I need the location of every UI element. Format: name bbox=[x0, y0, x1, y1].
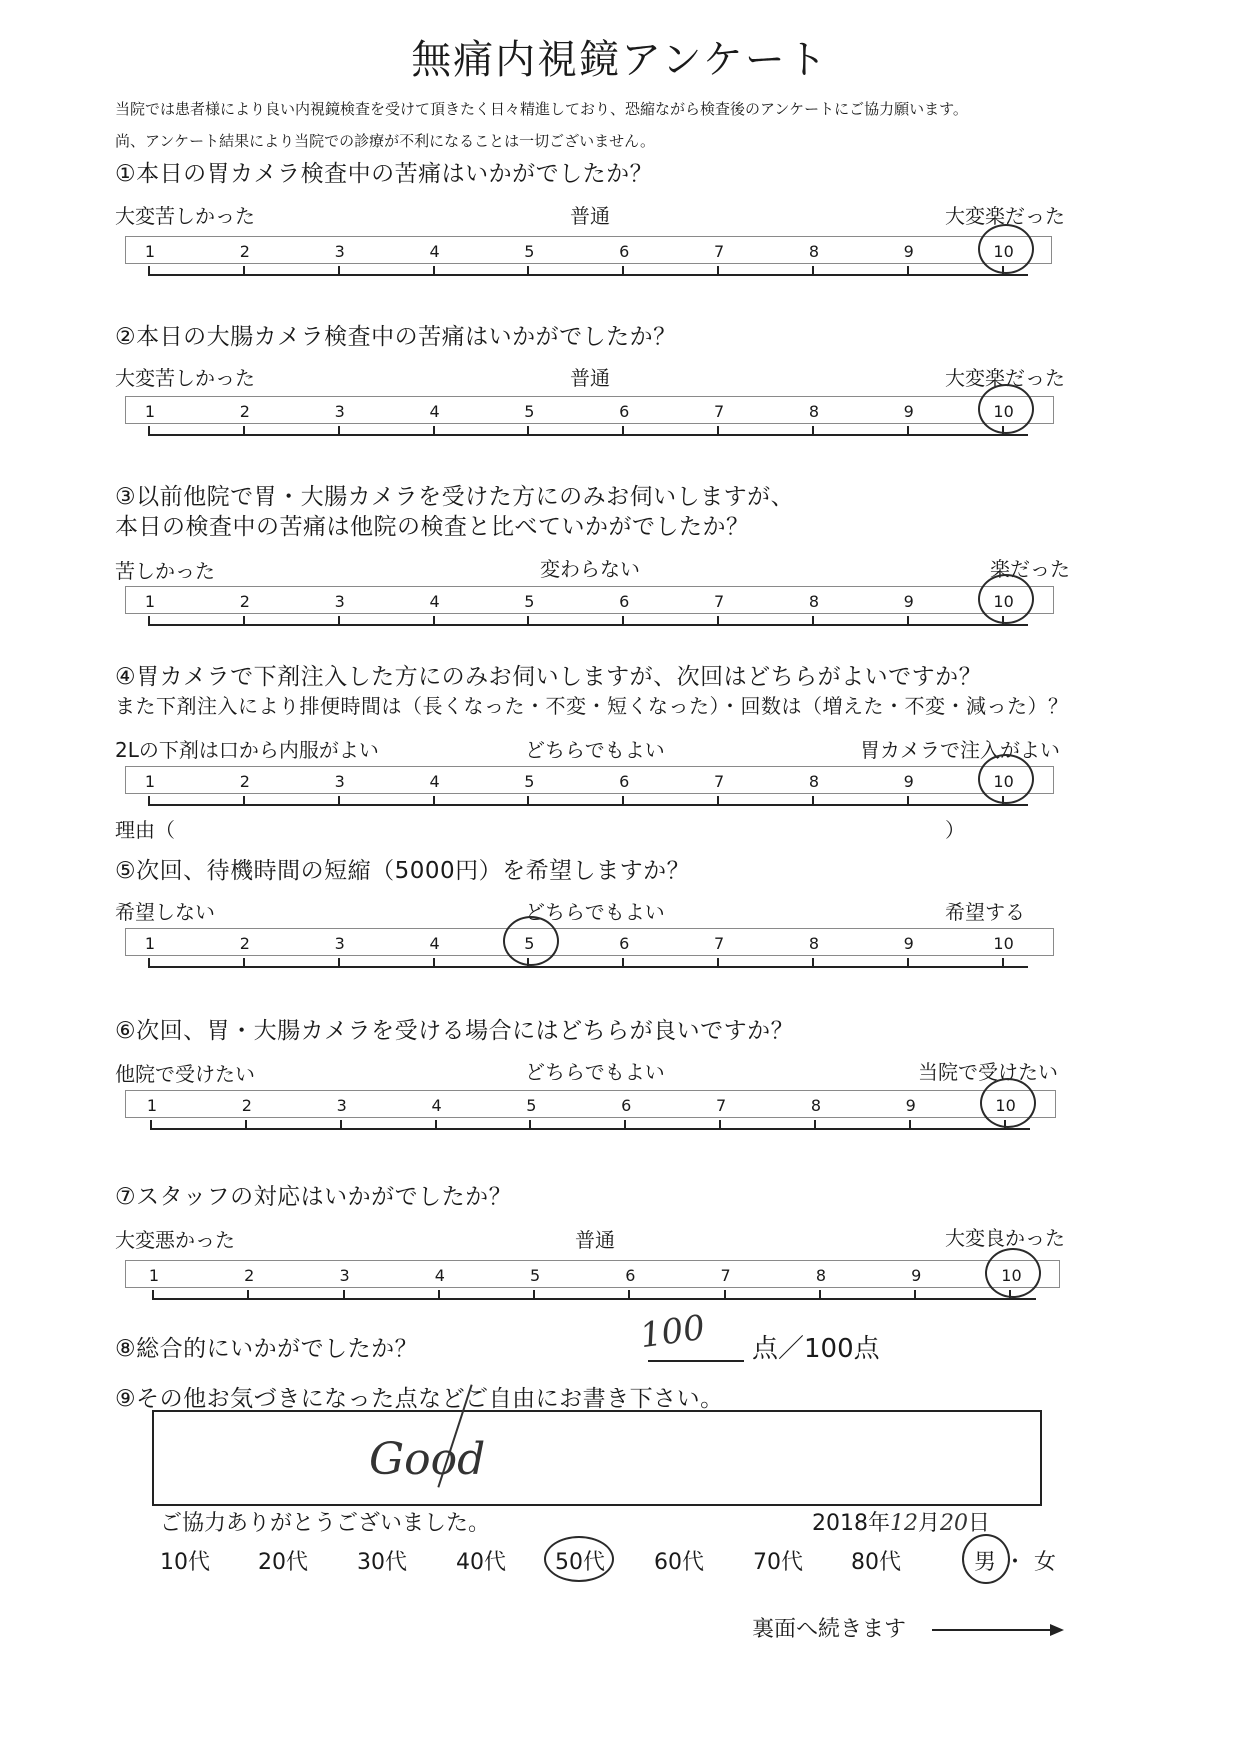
q7-tick bbox=[533, 1290, 535, 1300]
date-month-label: 月 bbox=[918, 1511, 941, 1536]
q1-middle-label: 普通 bbox=[570, 204, 610, 228]
q2-scale-number[interactable]: 5 bbox=[524, 402, 535, 421]
q2-tick bbox=[622, 426, 624, 436]
q7-tick bbox=[438, 1290, 440, 1300]
q5-tick bbox=[622, 958, 624, 968]
question-6: ⑥次回、胃・大腸カメラを受ける場合にはどちらが良いですか？ bbox=[115, 1018, 795, 1044]
q6-tick bbox=[245, 1120, 247, 1130]
q2-scale-axis bbox=[148, 434, 1028, 436]
q4-tick bbox=[338, 796, 340, 806]
gender-male[interactable]: 男 bbox=[974, 1550, 997, 1575]
q2-scale-number[interactable]: 1 bbox=[144, 402, 156, 421]
q6-scale-number[interactable]: 2 bbox=[241, 1096, 252, 1115]
q1-tick bbox=[622, 266, 624, 276]
age-option-20s[interactable]: 20代 bbox=[258, 1550, 308, 1575]
q7-scale-number[interactable]: 7 bbox=[720, 1266, 731, 1285]
q3-tick bbox=[622, 616, 624, 626]
q3-tick bbox=[812, 616, 814, 626]
question-5: ⑤次回、待機時間の短縮（5000円）を希望しますか？ bbox=[115, 858, 691, 884]
q3-tick bbox=[338, 616, 340, 626]
q5-tick bbox=[812, 958, 814, 968]
q3-scale-box bbox=[125, 586, 1054, 614]
question-7: ⑦スタッフの対応はいかがでしたか？ bbox=[115, 1184, 513, 1210]
q1-tick bbox=[717, 266, 719, 276]
score-handwritten: 100 bbox=[637, 1307, 708, 1357]
q4-scale-number[interactable]: 2 bbox=[239, 772, 250, 791]
q6-tick bbox=[624, 1120, 626, 1130]
q2-tick bbox=[527, 426, 529, 436]
thanks-text: ご協力ありがとうございました。 bbox=[160, 1511, 491, 1536]
q7-scale-number[interactable]: 6 bbox=[625, 1266, 636, 1285]
q5-scale-number[interactable]: 5 bbox=[524, 934, 535, 953]
q4-scale-number[interactable]: 1 bbox=[144, 772, 156, 791]
q1-scale-number[interactable]: 1 bbox=[144, 242, 156, 261]
question-4-line-2: また下剤注入により排便時間は（長くなった・不変・短くなった）・回数は（増えた・不変・減った）？ bbox=[115, 694, 1069, 718]
gender-selection-circle bbox=[962, 1534, 1010, 1584]
q4-scale-number[interactable]: 7 bbox=[713, 772, 725, 791]
q2-tick bbox=[907, 426, 909, 436]
q7-tick bbox=[914, 1290, 916, 1300]
q4-tick bbox=[433, 796, 435, 806]
q1-answer-circle bbox=[978, 224, 1034, 274]
q6-scale-box bbox=[125, 1090, 1056, 1118]
q3-tick bbox=[148, 616, 150, 626]
q3-scale-number[interactable]: 1 bbox=[144, 592, 156, 611]
q1-scale-axis bbox=[148, 274, 1028, 276]
q5-scale-number[interactable]: 9 bbox=[903, 934, 914, 953]
gender-female[interactable]: 女 bbox=[1034, 1550, 1057, 1575]
q3-scale-number[interactable]: 2 bbox=[239, 592, 250, 611]
q2-tick bbox=[717, 426, 719, 436]
date-month: 12 bbox=[890, 1511, 919, 1536]
q1-tick bbox=[812, 266, 814, 276]
date-year-label: 年 bbox=[868, 1511, 891, 1536]
age-option-40s[interactable]: 40代 bbox=[456, 1550, 506, 1575]
q5-tick bbox=[433, 958, 435, 968]
q4-scale-number[interactable]: 3 bbox=[334, 772, 345, 791]
score-suffix: 点／100点 bbox=[752, 1334, 880, 1364]
q4-scale-axis bbox=[148, 804, 1028, 806]
q1-scale-number[interactable]: 4 bbox=[429, 242, 440, 261]
q3-answer-circle bbox=[978, 574, 1034, 624]
q7-tick bbox=[628, 1290, 630, 1300]
q4-scale-number[interactable]: 10 bbox=[993, 772, 1014, 791]
date-line bbox=[812, 1506, 990, 1537]
q7-scale-number[interactable]: 1 bbox=[148, 1266, 160, 1285]
q2-scale-number[interactable]: 9 bbox=[903, 402, 914, 421]
q3-middle-label: 変わらない bbox=[540, 557, 640, 581]
q4-tick bbox=[148, 796, 150, 806]
q5-scale-number[interactable]: 3 bbox=[334, 934, 345, 953]
q2-scale-number[interactable]: 2 bbox=[239, 402, 250, 421]
q5-scale-axis bbox=[148, 966, 1028, 968]
q5-scale-number[interactable]: 7 bbox=[713, 934, 725, 953]
age-option-50s[interactable]: 50代 bbox=[555, 1550, 605, 1575]
q7-right-label: 大変良かった bbox=[945, 1226, 1065, 1250]
q4-scale-number[interactable]: 4 bbox=[429, 772, 440, 791]
question-8: ⑧総合的にいかがでしたか？ bbox=[115, 1336, 419, 1362]
q6-scale-number[interactable]: 3 bbox=[336, 1096, 347, 1115]
q6-right-label: 当院で受けたい bbox=[918, 1060, 1058, 1084]
q4-reason-label: 理由（ bbox=[115, 818, 175, 842]
q6-middle-label: どちらでもよい bbox=[525, 1060, 665, 1084]
q3-scale-number[interactable]: 5 bbox=[524, 592, 535, 611]
q7-scale-number[interactable]: 4 bbox=[434, 1266, 445, 1285]
q6-tick bbox=[909, 1120, 911, 1130]
q7-tick bbox=[152, 1290, 154, 1300]
question-1: ①本日の胃カメラ検査中の苦痛はいかがでしたか？ bbox=[115, 161, 654, 187]
q6-scale-number[interactable]: 5 bbox=[526, 1096, 537, 1115]
q4-tick bbox=[527, 796, 529, 806]
question-3: ③以前他院で胃・大腸カメラを受けた方にのみお伺いしますが、 bbox=[115, 484, 795, 510]
q2-scale-number[interactable]: 4 bbox=[429, 402, 440, 421]
q5-scale-number[interactable]: 4 bbox=[429, 934, 440, 953]
gender-separator: ・ bbox=[1004, 1550, 1027, 1575]
q4-scale-number[interactable]: 9 bbox=[903, 772, 914, 791]
footer-arrow-line bbox=[932, 1629, 1052, 1631]
age-option-60s[interactable]: 60代 bbox=[654, 1550, 704, 1575]
q1-scale-number[interactable]: 10 bbox=[993, 242, 1014, 261]
q5-scale-number[interactable]: 10 bbox=[993, 934, 1014, 953]
q2-answer-circle bbox=[978, 384, 1034, 434]
q6-scale-number[interactable]: 4 bbox=[431, 1096, 442, 1115]
q7-scale-number[interactable]: 5 bbox=[530, 1266, 541, 1285]
q1-right-label: 大変楽だった bbox=[945, 204, 1065, 228]
q2-scale-number[interactable]: 10 bbox=[993, 402, 1014, 421]
arrow-right-icon bbox=[1050, 1624, 1064, 1636]
q4-right-label: 胃カメラで注入がよい bbox=[860, 738, 1060, 762]
q1-tick bbox=[243, 266, 245, 276]
q4-answer-circle bbox=[978, 754, 1034, 804]
age-option-70s[interactable]: 70代 bbox=[753, 1550, 803, 1575]
q3-scale-number[interactable]: 7 bbox=[713, 592, 725, 611]
q7-answer-circle bbox=[985, 1248, 1041, 1298]
q3-scale-number[interactable]: 3 bbox=[334, 592, 345, 611]
q6-scale-axis bbox=[150, 1128, 1030, 1130]
comment-box[interactable] bbox=[152, 1410, 1042, 1506]
q7-tick bbox=[343, 1290, 345, 1300]
q2-scale-number[interactable]: 6 bbox=[619, 402, 630, 421]
q6-scale-number[interactable]: 7 bbox=[715, 1096, 727, 1115]
q3-scale-number[interactable]: 10 bbox=[993, 592, 1014, 611]
date-day: 20 bbox=[940, 1511, 969, 1536]
q2-tick bbox=[338, 426, 340, 436]
q3-left-label: 苦しかった bbox=[115, 559, 215, 583]
q4-scale-number[interactable]: 5 bbox=[524, 772, 535, 791]
q6-tick bbox=[719, 1120, 721, 1130]
q6-tick bbox=[435, 1120, 437, 1130]
q6-tick bbox=[340, 1120, 342, 1130]
q7-scale-number[interactable]: 10 bbox=[1001, 1266, 1022, 1285]
q3-right-label: 楽だった bbox=[990, 557, 1070, 581]
q6-scale-number[interactable]: 10 bbox=[995, 1096, 1016, 1115]
q1-scale-number[interactable]: 9 bbox=[903, 242, 914, 261]
q5-scale-number[interactable]: 6 bbox=[619, 934, 630, 953]
q1-tick bbox=[907, 266, 909, 276]
q1-scale-number[interactable]: 7 bbox=[713, 242, 725, 261]
q2-scale-box bbox=[125, 396, 1054, 424]
q6-answer-circle bbox=[980, 1078, 1036, 1128]
q7-scale-number[interactable]: 9 bbox=[911, 1266, 922, 1285]
q2-scale-number[interactable]: 8 bbox=[808, 402, 819, 421]
age-option-30s[interactable]: 30代 bbox=[357, 1550, 407, 1575]
q3-tick bbox=[527, 616, 529, 626]
q3-tick bbox=[243, 616, 245, 626]
q2-tick bbox=[433, 426, 435, 436]
q5-scale-number[interactable]: 1 bbox=[144, 934, 156, 953]
age-selection-circle bbox=[544, 1536, 614, 1582]
q2-tick bbox=[812, 426, 814, 436]
footer-continue-text: 裏面へ続きます bbox=[752, 1617, 907, 1642]
q5-scale-number[interactable]: 8 bbox=[808, 934, 819, 953]
q4-scale-number[interactable]: 8 bbox=[808, 772, 819, 791]
age-option-80s[interactable]: 80代 bbox=[851, 1550, 901, 1575]
q5-right-label: 希望する bbox=[945, 900, 1025, 924]
age-option-10s[interactable]: 10代 bbox=[160, 1550, 210, 1575]
q4-reason-close: ） bbox=[945, 818, 965, 842]
q4-left-label: 2Lの下剤は口から内服がよい bbox=[115, 738, 379, 762]
q2-scale-number[interactable]: 3 bbox=[334, 402, 345, 421]
q6-scale-number[interactable]: 8 bbox=[810, 1096, 821, 1115]
q5-tick bbox=[338, 958, 340, 968]
q7-tick bbox=[819, 1290, 821, 1300]
q1-scale-number[interactable]: 2 bbox=[239, 242, 250, 261]
q1-scale-number[interactable]: 8 bbox=[808, 242, 819, 261]
q4-scale-box bbox=[125, 766, 1054, 794]
q6-scale-number[interactable]: 1 bbox=[146, 1096, 158, 1115]
q5-answer-circle bbox=[503, 916, 559, 966]
q2-left-label: 大変苦しかった bbox=[115, 366, 255, 390]
q6-tick bbox=[529, 1120, 531, 1130]
q7-scale-number[interactable]: 2 bbox=[244, 1266, 255, 1285]
q2-tick bbox=[148, 426, 150, 436]
question-4: ④胃カメラで下剤注入した方にのみお伺いしますが、次回はどちらがよいですか？ bbox=[115, 664, 983, 690]
q7-tick bbox=[724, 1290, 726, 1300]
q6-left-label: 他院で受けたい bbox=[115, 1062, 255, 1086]
date-year: 2018 bbox=[812, 1511, 868, 1536]
q5-tick bbox=[148, 958, 150, 968]
question-2: ②本日の大腸カメラ検査中の苦痛はいかがでしたか？ bbox=[115, 324, 677, 350]
q4-tick bbox=[243, 796, 245, 806]
q4-middle-label: どちらでもよい bbox=[525, 738, 665, 762]
q6-scale-number[interactable]: 9 bbox=[905, 1096, 916, 1115]
date-day-label: 日 bbox=[968, 1511, 991, 1536]
q4-tick bbox=[812, 796, 814, 806]
q7-middle-label: 普通 bbox=[575, 1228, 615, 1252]
score-underline bbox=[648, 1360, 744, 1362]
q3-scale-number[interactable]: 8 bbox=[808, 592, 819, 611]
q5-scale-number[interactable]: 2 bbox=[239, 934, 250, 953]
q5-tick bbox=[243, 958, 245, 968]
q7-scale-number[interactable]: 8 bbox=[815, 1266, 827, 1285]
q1-tick bbox=[433, 266, 435, 276]
question-3-line-2: 本日の検査中の苦痛は他院の検査と比べていかがでしたか？ bbox=[115, 514, 750, 540]
intro-line-2: 尚、アンケート結果により当院での診療が不利になることは一切ございません。 bbox=[115, 132, 656, 150]
q1-scale-number[interactable]: 5 bbox=[524, 242, 535, 261]
q1-left-label: 大変苦しかった bbox=[115, 204, 255, 228]
q6-tick bbox=[814, 1120, 816, 1130]
q6-scale-number[interactable]: 6 bbox=[621, 1096, 632, 1115]
page-title: 無痛内視鏡アンケート bbox=[411, 37, 829, 83]
q6-tick bbox=[150, 1120, 152, 1130]
q2-scale-number[interactable]: 7 bbox=[713, 402, 725, 421]
q1-tick bbox=[527, 266, 529, 276]
q7-scale-axis bbox=[152, 1298, 1036, 1300]
q5-middle-label: どちらでもよい bbox=[525, 900, 665, 924]
q7-left-label: 大変悪かった bbox=[115, 1228, 235, 1252]
q5-tick bbox=[717, 958, 719, 968]
q3-tick bbox=[907, 616, 909, 626]
q2-middle-label: 普通 bbox=[570, 366, 610, 390]
comment-handwritten: Good bbox=[369, 1434, 486, 1485]
q4-tick bbox=[622, 796, 624, 806]
q5-tick bbox=[907, 958, 909, 968]
question-9: ⑨その他お気づきになった点などご自由にお書き下さい。 bbox=[115, 1386, 724, 1412]
q1-tick bbox=[338, 266, 340, 276]
q4-tick bbox=[907, 796, 909, 806]
q1-tick bbox=[148, 266, 150, 276]
q7-scale-number[interactable]: 3 bbox=[339, 1266, 350, 1285]
q1-scale-number[interactable]: 6 bbox=[619, 242, 630, 261]
q5-tick bbox=[1002, 958, 1004, 968]
q4-tick bbox=[717, 796, 719, 806]
q5-left-label: 希望しない bbox=[115, 900, 215, 924]
q2-right-label: 大変楽だった bbox=[945, 366, 1065, 390]
q3-scale-number[interactable]: 4 bbox=[429, 592, 440, 611]
q2-tick bbox=[243, 426, 245, 436]
q7-tick bbox=[247, 1290, 249, 1300]
q5-scale-box bbox=[125, 928, 1054, 956]
q4-scale-number[interactable]: 6 bbox=[619, 772, 630, 791]
q3-scale-number[interactable]: 9 bbox=[903, 592, 914, 611]
q1-scale-number[interactable]: 3 bbox=[334, 242, 345, 261]
intro-line-1: 当院では患者様により良い内視鏡検査を受けて頂きたく日々精進しており、恐縮ながら検査後のアンケートにご協力願います。 bbox=[115, 100, 968, 118]
q3-tick bbox=[433, 616, 435, 626]
q3-tick bbox=[717, 616, 719, 626]
q3-scale-axis bbox=[148, 624, 1028, 626]
q3-scale-number[interactable]: 6 bbox=[619, 592, 630, 611]
